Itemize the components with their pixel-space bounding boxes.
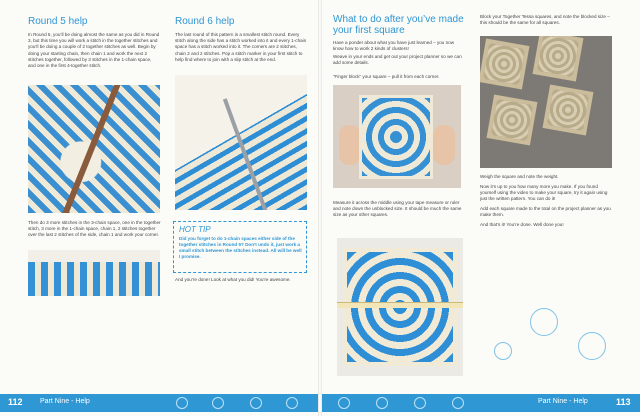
square-tile	[543, 85, 594, 136]
finger-block-photo	[333, 85, 461, 188]
square-tile	[533, 36, 584, 81]
hot-tip-text: Did you forget to do 1-chain spaces either side of the together stitches in Round 5? Don’t undo it, just work a small stitch between the stitches instead. All will be well I promise.	[179, 236, 302, 259]
hot-tip-box	[173, 221, 307, 273]
tape-measure	[337, 302, 463, 308]
left-page-number: 112	[8, 397, 23, 407]
square-tile	[487, 95, 538, 146]
weigh-text: Weigh the square and note the weight.	[480, 174, 559, 179]
page-gutter	[318, 0, 322, 416]
round-6-done-text: And you’re done! Look at what you did! You’re awesome.	[175, 277, 291, 282]
round-5-text-continued: Then do 3 more stitches in the 3-chain space, one in the together stitch, 3 more in the 1-chain space, chain 1, 2 stitches together over the last 2 stitches of the side, chain 1 and work your corner.	[28, 220, 161, 238]
yarn-ball-icon	[338, 397, 350, 409]
measure-text: Measure it across the middle using your tape measure or ruler and note down the unblocked size. It should be much the same size as your other squares.	[333, 200, 462, 218]
yarn-ball-icon	[452, 397, 464, 409]
yarn-ball-icon	[414, 397, 426, 409]
right-page-number: 113	[616, 397, 631, 407]
square-tile	[480, 39, 529, 90]
yarn-ball-icon	[250, 397, 262, 409]
crochet-square	[359, 95, 433, 179]
yarn-ball-icon	[376, 397, 388, 409]
round-5-photo	[28, 85, 160, 213]
right-section-title: Part Nine - Help	[538, 398, 588, 405]
block-squares-text: Block your Together Tessa squares, and note the blocked size – this should be the same for all squares.	[480, 14, 610, 26]
yarn-ball-icon	[212, 397, 224, 409]
yarn-ball-icon	[578, 332, 606, 360]
yarn-ball-icon	[176, 397, 188, 409]
yarn-ball-icon	[494, 342, 512, 360]
round-6-heading: Round 6 help	[175, 16, 235, 27]
crochet-hook	[223, 98, 271, 210]
corner-photo	[28, 250, 160, 296]
after-square-heading: What to do after you’ve made your first square	[333, 14, 464, 36]
round-5-heading: Round 5 help	[28, 16, 88, 27]
hand-left	[339, 125, 361, 165]
done-text: And that’s it! You’re done. Well done you!	[480, 222, 564, 227]
left-section-title: Part Nine - Help	[40, 398, 90, 405]
round-6-text: The last round of this pattern is a smallest stitch round. Every stitch along the side has a stitch worked into it and every 1-chain space has a stitch worked into it. The corners are 2 stitches, chain 2 and 2 stitches. Pop a stitch marker in your first stitch to help find where to join with a slip stitch at the end.	[175, 32, 307, 62]
finger-block-text: “Finger block” your square – pull it from each corner.	[333, 74, 440, 79]
planner-text: Add each square made to the total on the project planner as you make them.	[480, 206, 611, 218]
blocked-squares-photo	[480, 36, 612, 168]
yarn-ball-icon	[530, 308, 558, 336]
weave-text: Weave in your ends and get out your project planner so we can add some details.	[333, 54, 462, 66]
right-footer-bar	[322, 394, 640, 412]
hot-tip-title: HOT TIP	[179, 225, 211, 234]
make-more-text: Now it’s up to you how many more you make. If you found yourself using the video to make your square, try it again using just the written pattern. You can do it!	[480, 184, 608, 202]
hand-right	[433, 125, 455, 165]
ponder-text: Have a ponder about what you have just learned – you now know how to work 2 kinds of clusters!	[333, 40, 455, 52]
round-6-photo	[175, 75, 307, 210]
round-5-text: In Round 5, you’ll be doing almost the same as you did in Round 3, but this time you will work a stitch in the together stitches and you’ll be doing a couple of 2 together stitches as well. Begin by doing your starting chain, then chain 1 and work the next 2 stitches together, followed by 3 stitches in the 1-chain space, and one in the first 4-together stitch.	[28, 32, 160, 69]
yarn-ball-icon	[286, 397, 298, 409]
measure-photo	[337, 238, 463, 376]
crochet-hook	[60, 85, 122, 213]
